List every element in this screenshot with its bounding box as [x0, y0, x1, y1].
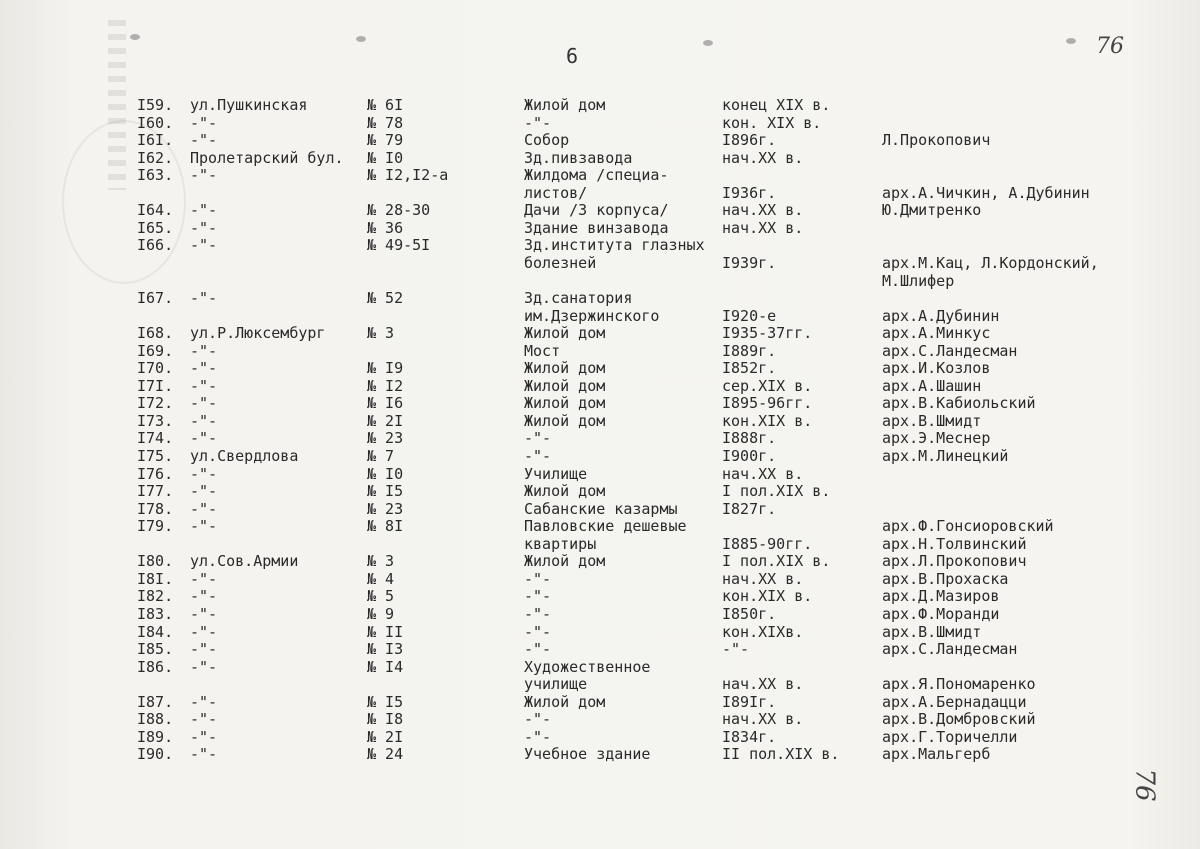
entry-number: I87.: [137, 692, 174, 711]
construction-date: I852г.: [722, 359, 777, 378]
construction-date: I834г.: [722, 727, 777, 746]
building-type: -"-: [524, 640, 552, 659]
punch-hole: [703, 40, 713, 46]
table-row: [0, 342, 1200, 360]
street-name: -"-: [190, 201, 218, 220]
street-name: -"-: [190, 464, 218, 483]
building-type: Зд.санатория: [524, 289, 633, 308]
house-number: № 23: [367, 499, 404, 518]
house-number: № 28-30: [367, 201, 431, 220]
table-row: [0, 500, 1200, 518]
table-row: [0, 201, 1200, 219]
entry-number: I67.: [137, 289, 174, 308]
street-name: -"-: [190, 289, 218, 308]
construction-date: нач.XX в.: [722, 569, 804, 588]
street-name: -"-: [190, 745, 218, 764]
house-number: № 79: [367, 131, 404, 150]
building-type: листов/: [524, 183, 588, 202]
street-name: -"-: [190, 587, 218, 606]
construction-date: кон. XIX в.: [722, 113, 822, 132]
house-number: № 3: [367, 552, 395, 571]
construction-date: нач.XX в.: [722, 464, 804, 483]
building-type: Жилой дом: [524, 411, 606, 430]
entry-number: I77.: [137, 482, 174, 501]
table-row: [0, 219, 1200, 237]
building-type: Здание винзавода: [524, 218, 669, 237]
building-type: Художественное: [524, 657, 651, 676]
entry-number: I72.: [137, 394, 174, 413]
architect-name: арх.А.Дубинин: [882, 306, 1000, 325]
entry-number: I86.: [137, 657, 174, 676]
construction-date: I850г.: [722, 604, 777, 623]
architect-name: Л.Прокопович: [882, 131, 991, 150]
building-type: Училище: [524, 464, 588, 483]
architect-name: арх.Л.Прокопович: [882, 552, 1027, 571]
entry-number: I90.: [137, 745, 174, 764]
entry-number: I68.: [137, 324, 174, 343]
construction-date: I935-37гг.: [722, 324, 813, 343]
table-row: [0, 272, 1200, 290]
entry-number: I78.: [137, 499, 174, 518]
architect-name: арх.В.Шмидт: [882, 622, 982, 641]
construction-date: I895-96гг.: [722, 394, 813, 413]
table-row: [0, 517, 1200, 535]
house-number: № I2,I2-а: [367, 166, 449, 185]
house-number: № I4: [367, 657, 404, 676]
construction-date: I885-90гг.: [722, 534, 813, 553]
entry-number: I7I.: [137, 376, 174, 395]
building-type: Жилдома /специа-: [524, 166, 669, 185]
entry-number: I6I.: [137, 131, 174, 150]
table-row: [0, 570, 1200, 588]
architect-name: арх.Мальгерб: [882, 745, 991, 764]
architect-name: арх.В.Кабиольский: [882, 394, 1036, 413]
architect-name: арх.А.Шашин: [882, 376, 982, 395]
building-type: болезней: [524, 253, 597, 272]
house-number: № 52: [367, 289, 404, 308]
table-row: [0, 675, 1200, 693]
table-row: [0, 587, 1200, 605]
building-type: Дачи /3 корпуса/: [524, 201, 669, 220]
entry-number: I59.: [137, 96, 174, 114]
street-name: -"-: [190, 411, 218, 430]
table-row: [0, 710, 1200, 728]
street-name: -"-: [190, 517, 218, 536]
table-row: [0, 412, 1200, 430]
building-type: Жилой дом: [524, 96, 606, 114]
building-type: -"-: [524, 447, 552, 465]
construction-date: кон.XIX в.: [722, 411, 813, 430]
building-type: -"-: [524, 604, 552, 623]
house-number: № I3: [367, 640, 404, 659]
construction-date: I888г.: [722, 429, 777, 448]
house-number: № 2I: [367, 411, 404, 430]
building-type: Сабанские казармы: [524, 499, 678, 518]
entry-number: I83.: [137, 604, 174, 623]
entry-number: I84.: [137, 622, 174, 641]
building-type: Зд.пивзавода: [524, 148, 633, 167]
construction-date: конец XIX в.: [722, 96, 831, 114]
table-row: [0, 429, 1200, 447]
building-type: квартиры: [524, 534, 597, 553]
house-number: № 78: [367, 113, 404, 132]
table-row: [0, 552, 1200, 570]
building-type: -"-: [524, 113, 552, 132]
table-row: [0, 640, 1200, 658]
architect-name: арх.М.Линецкий: [882, 447, 1009, 465]
building-type: Жилой дом: [524, 482, 606, 501]
building-type: Жилой дом: [524, 359, 606, 378]
building-type: Жилой дом: [524, 692, 606, 711]
table-row: [0, 359, 1200, 377]
building-type: Мост: [524, 341, 561, 360]
house-number: № I0: [367, 464, 404, 483]
entry-number: I80.: [137, 552, 174, 571]
architect-name: арх.Н.Толвинский: [882, 534, 1027, 553]
folio-number: 76: [1096, 34, 1124, 59]
house-number: № 2I: [367, 727, 404, 746]
building-type: Жилой дом: [524, 394, 606, 413]
folio-number-bottom: 76: [1129, 768, 1160, 802]
table-row: [0, 605, 1200, 623]
street-name: ул.Пушкинская: [190, 96, 308, 114]
street-name: -"-: [190, 640, 218, 659]
house-number: № I5: [367, 692, 404, 711]
entry-number: I74.: [137, 429, 174, 448]
construction-date: нач.XX в.: [722, 675, 804, 694]
construction-date: нач.XX в.: [722, 218, 804, 237]
table-row: [0, 114, 1200, 132]
table-row: [0, 307, 1200, 325]
table-row: [0, 465, 1200, 483]
street-name: -"-: [190, 727, 218, 746]
table-row: [0, 482, 1200, 500]
construction-date: I900г.: [722, 447, 777, 465]
architect-name: арх.Д.Мазиров: [882, 587, 1000, 606]
street-name: ул.Сов.Армии: [190, 552, 299, 571]
table-row: [0, 447, 1200, 465]
construction-date: сер.XIX в.: [722, 376, 813, 395]
table-row: [0, 149, 1200, 167]
entry-number: I8I.: [137, 569, 174, 588]
table-row: [0, 236, 1200, 254]
street-name: -"-: [190, 131, 218, 150]
construction-date: нач.XX в.: [722, 710, 804, 729]
table-row: [0, 131, 1200, 149]
architect-name: арх.С.Ландесман: [882, 341, 1018, 360]
street-name: -"-: [190, 341, 218, 360]
street-name: -"-: [190, 482, 218, 501]
entry-number: I69.: [137, 341, 174, 360]
entry-number: I76.: [137, 464, 174, 483]
house-number: № I2: [367, 376, 404, 395]
house-number: № 9: [367, 604, 395, 623]
construction-date: I889г.: [722, 341, 777, 360]
street-name: -"-: [190, 569, 218, 588]
entry-number: I60.: [137, 113, 174, 132]
architect-name: арх.В.Шмидт: [882, 411, 982, 430]
street-name: -"-: [190, 236, 218, 255]
street-name: -"-: [190, 113, 218, 132]
architect-name: арх.М.Кац, Л.Кордонский,: [882, 253, 1099, 272]
construction-date: -"-: [722, 640, 750, 659]
building-type: Зд.института глазных: [524, 236, 705, 255]
construction-date: I920-е: [722, 306, 777, 325]
table-row: [0, 324, 1200, 342]
entry-number: I79.: [137, 517, 174, 536]
table-row: [0, 728, 1200, 746]
punch-hole: [356, 36, 366, 42]
street-name: -"-: [190, 604, 218, 623]
construction-date: I827г.: [722, 499, 777, 518]
house-number: № II: [367, 622, 404, 641]
house-number: № I5: [367, 482, 404, 501]
architect-name: арх.И.Козлов: [882, 359, 991, 378]
house-number: № 8I: [367, 517, 404, 536]
architect-name: арх.А.Минкус: [882, 324, 991, 343]
architect-name: арх.Я.Пономаренко: [882, 675, 1036, 694]
table-row: [0, 166, 1200, 184]
table-row: [0, 693, 1200, 711]
building-type: -"-: [524, 587, 552, 606]
construction-date: кон.XIX в.: [722, 587, 813, 606]
punch-hole: [1066, 38, 1076, 44]
construction-date: I89Iг.: [722, 692, 777, 711]
architect-name: Ю.Дмитренко: [882, 201, 982, 220]
building-type: училище: [524, 675, 588, 694]
construction-date: кон.XIXв.: [722, 622, 804, 641]
punch-hole: [130, 34, 140, 40]
house-number: № I8: [367, 710, 404, 729]
building-type: Павловские дешевые: [524, 517, 687, 536]
building-type: Учебное здание: [524, 745, 651, 764]
table-row: [0, 289, 1200, 307]
house-number: № 23: [367, 429, 404, 448]
entry-number: I73.: [137, 411, 174, 430]
architect-name: арх.Ф.Гонсиоровский: [882, 517, 1054, 536]
table-row: [0, 394, 1200, 412]
house-number: № 4: [367, 569, 395, 588]
building-type: Жилой дом: [524, 376, 606, 395]
street-name: -"-: [190, 166, 218, 185]
street-name: -"-: [190, 710, 218, 729]
entry-number: I82.: [137, 587, 174, 606]
table-row: [0, 623, 1200, 641]
table-row: [0, 535, 1200, 553]
architect-name: арх.Г.Торичелли: [882, 727, 1018, 746]
construction-date: I пол.XIX в.: [722, 552, 831, 571]
street-name: Пролетарский бул.: [190, 148, 344, 167]
building-type: -"-: [524, 429, 552, 448]
construction-date: II пол.XIX в.: [722, 745, 840, 764]
house-number: № I9: [367, 359, 404, 378]
house-number: № I6: [367, 394, 404, 413]
entry-number: I89.: [137, 727, 174, 746]
entry-number: I64.: [137, 201, 174, 220]
street-name: -"-: [190, 622, 218, 641]
street-name: ул.Свердлова: [190, 447, 299, 465]
house-number: № I0: [367, 148, 404, 167]
architect-name: арх.В.Прохаска: [882, 569, 1009, 588]
house-number: № 36: [367, 218, 404, 237]
table-row: [0, 658, 1200, 676]
table-row: [0, 745, 1200, 763]
house-number: № 7: [367, 447, 395, 465]
table-row: [0, 377, 1200, 395]
street-name: -"-: [190, 692, 218, 711]
construction-date: I936г.: [722, 183, 777, 202]
entry-number: I62.: [137, 148, 174, 167]
house-number: № 5: [367, 587, 395, 606]
house-number: № 24: [367, 745, 404, 764]
street-name: -"-: [190, 499, 218, 518]
building-type: Жилой дом: [524, 324, 606, 343]
entry-number: I85.: [137, 640, 174, 659]
house-number: № 6I: [367, 96, 404, 114]
street-name: -"-: [190, 657, 218, 676]
entry-number: I63.: [137, 166, 174, 185]
construction-date: I пол.XIX в.: [722, 482, 831, 501]
architect-name: арх.С.Ландесман: [882, 640, 1018, 659]
street-name: ул.Р.Люксембург: [190, 324, 326, 343]
house-number: № 3: [367, 324, 395, 343]
entry-number: I88.: [137, 710, 174, 729]
entry-number: I75.: [137, 447, 174, 465]
entry-number: I66.: [137, 236, 174, 255]
construction-date: I939г.: [722, 253, 777, 272]
architect-name: арх.А.Бернадацци: [882, 692, 1027, 711]
building-type: -"-: [524, 622, 552, 641]
entry-number: I70.: [137, 359, 174, 378]
street-name: -"-: [190, 218, 218, 237]
street-name: -"-: [190, 376, 218, 395]
entry-number: I65.: [137, 218, 174, 237]
table-row: [0, 184, 1200, 202]
street-name: -"-: [190, 359, 218, 378]
architect-name: арх.А.Чичкин, А.Дубинин: [882, 183, 1090, 202]
architect-name: арх.В.Домбровский: [882, 710, 1036, 729]
architect-name: М.Шлифер: [882, 271, 955, 290]
building-type: -"-: [524, 569, 552, 588]
table-row: [0, 96, 1200, 114]
architect-name: арх.Ф.Моранди: [882, 604, 1000, 623]
construction-date: I896г.: [722, 131, 777, 150]
house-number: № 49-5I: [367, 236, 431, 255]
building-type: им.Дзержинского: [524, 306, 660, 325]
street-name: -"-: [190, 394, 218, 413]
building-type: -"-: [524, 727, 552, 746]
architect-name: арх.Э.Меснер: [882, 429, 991, 448]
construction-date: нач.XX в.: [722, 148, 804, 167]
building-type: Собор: [524, 131, 570, 150]
construction-date: нач.XX в.: [722, 201, 804, 220]
street-name: -"-: [190, 429, 218, 448]
building-type: -"-: [524, 710, 552, 729]
page-number: 6: [566, 44, 579, 68]
building-type: Жилой дом: [524, 552, 606, 571]
table-row: [0, 254, 1200, 272]
